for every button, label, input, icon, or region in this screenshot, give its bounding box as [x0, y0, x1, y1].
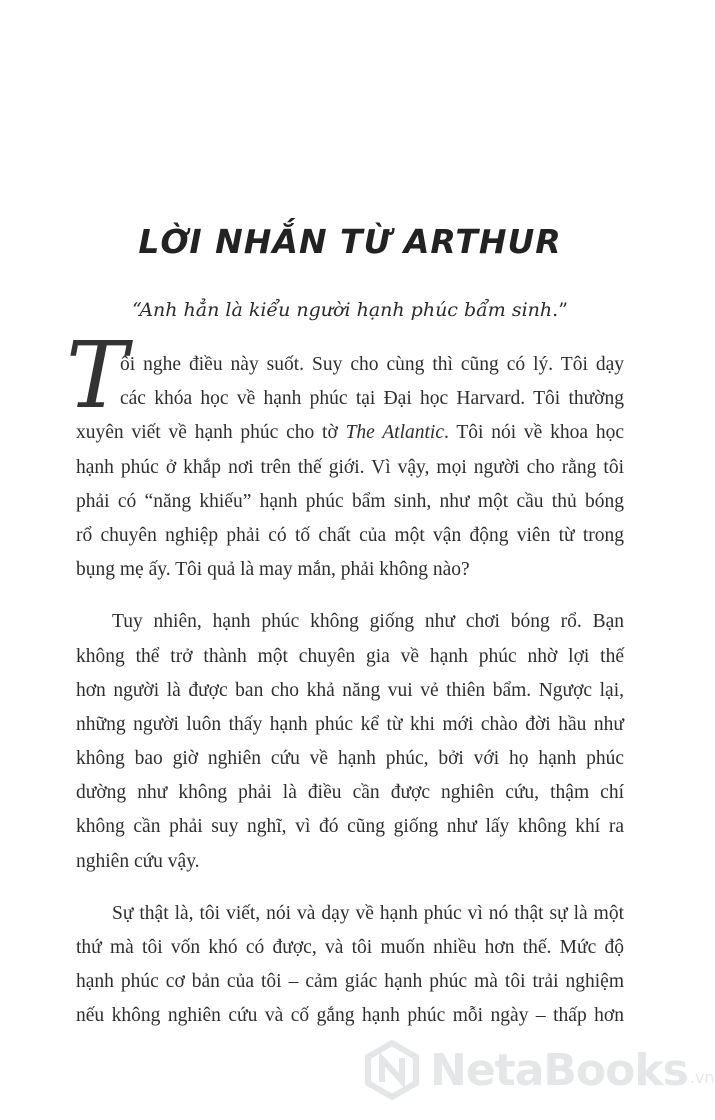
text-line: rổ chuyên nghiệp phải có tố chất của một vận động viên từ trong — [76, 524, 624, 546]
text-line: không thể trở thành một chuyên gia về hạnh phúc nhờ lợi thế — [76, 645, 624, 667]
chapter-title: LỜI NHẮN TỪ ARTHUR — [138, 222, 562, 261]
text-line: nếu không nghiên cứu và cố gắng hạnh phúc mỗi ngày – thấp hơn — [76, 1005, 624, 1027]
netabooks-logo-icon — [362, 1040, 422, 1100]
text-line: xuyên viết về hạnh phúc cho tờ The Atlantic. Tôi nói về khoa học — [76, 422, 624, 444]
text-line: Tuy nhiên, hạnh phúc không giống như chơi bóng rổ. Bạn — [112, 611, 624, 633]
text-line: hạnh phúc cơ bản của tôi – cảm giác hạnh phúc mà tôi trải nghiệm — [76, 971, 624, 993]
text-line: không cần phải suy nghĩ, vì đó cũng giống như lấy không khí ra — [76, 816, 624, 838]
text-line: nghiên cứu vậy. — [76, 850, 200, 872]
text-line: hơn người là được ban cho khả năng vui vẻ thiên bẩm. Ngược lại, — [76, 679, 624, 701]
text-line: các khóa học về hạnh phúc tại Đại học Harvard. Tôi thường — [120, 388, 624, 410]
publication-title: The Atlantic — [345, 422, 445, 444]
watermark-suffix: .vn — [689, 1067, 715, 1087]
paragraph-3 — [76, 897, 624, 1034]
text-line: ôi nghe điều này suốt. Suy cho cùng thì cũng có lý. Tôi dạy — [120, 354, 624, 375]
epigraph-quote: “Anh hẳn là kiểu người hạnh phúc bẩm sinh — [132, 299, 553, 321]
epigraph-tail: .” — [552, 299, 568, 321]
epigraph — [0, 299, 700, 321]
paragraph-1 — [76, 348, 624, 587]
text-line: dường như không phải là điều cần được nghiên cứu, thậm chí — [76, 782, 624, 804]
paragraph-2 — [76, 605, 624, 879]
text-line: những người luôn thấy hạnh phúc kể từ khi mới chào đời hầu như — [76, 713, 624, 735]
text-line: hạnh phúc ở khắp nơi trên thế giới. Vì vậy, mọi người cho rằng tôi — [76, 456, 624, 478]
drop-cap: T — [66, 322, 128, 429]
text-line: thứ mà tôi vốn khó có được, và tôi muốn nhiều hơn thế. Mức độ — [76, 937, 624, 958]
watermark-brand: NetaBooks — [430, 1044, 688, 1096]
text-line: phải có “năng khiếu” hạnh phúc bẩm sinh, như một cầu thủ bóng — [76, 490, 624, 512]
text-line: bụng mẹ ấy. Tôi quả là may mắn, phải không nào? — [76, 559, 470, 581]
text-line: không bao giờ nghiên cứu về hạnh phúc, bởi với họ hạnh phúc — [76, 748, 624, 770]
body-text — [76, 348, 624, 1034]
text-line: Sự thật là, tôi viết, nói và dạy về hạnh phúc vì nó thật sự là một — [112, 902, 624, 924]
watermark — [362, 1040, 715, 1100]
